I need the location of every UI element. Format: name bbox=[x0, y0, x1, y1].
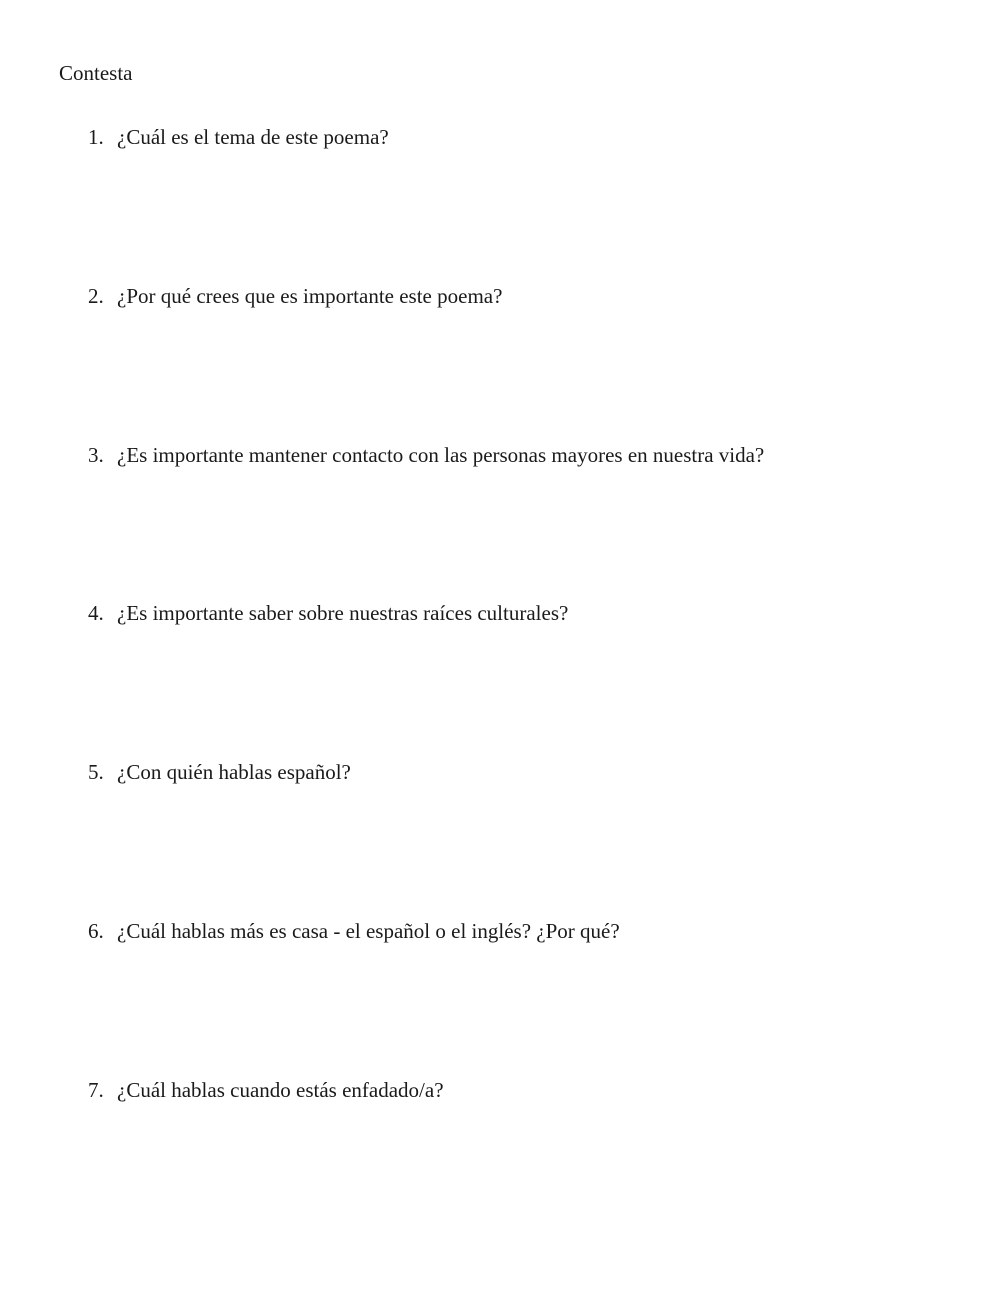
question-4 bbox=[88, 599, 568, 627]
question-7 bbox=[88, 1076, 444, 1104]
question-number: 2. bbox=[88, 284, 104, 308]
question-number: 3. bbox=[88, 443, 104, 467]
question-text: ¿Es importante mantener contacto con las personas mayores en nuestra vida? bbox=[117, 443, 765, 467]
question-1 bbox=[88, 123, 389, 151]
page-heading: Contesta bbox=[59, 61, 133, 85]
question-3 bbox=[88, 441, 764, 469]
question-text: ¿Cuál es el tema de este poema? bbox=[117, 125, 389, 149]
question-text: ¿Con quién hablas español? bbox=[117, 760, 351, 784]
question-number: 7. bbox=[88, 1078, 104, 1102]
question-number: 5. bbox=[88, 760, 104, 784]
question-text: ¿Es importante saber sobre nuestras raíces culturales? bbox=[117, 601, 569, 625]
question-number: 4. bbox=[88, 601, 104, 625]
question-text: ¿Cuál hablas cuando estás enfadado/a? bbox=[117, 1078, 444, 1102]
question-2 bbox=[88, 282, 502, 310]
question-number: 1. bbox=[88, 125, 104, 149]
question-text: ¿Cuál hablas más es casa - el español o el inglés? ¿Por qué? bbox=[117, 919, 620, 943]
question-number: 6. bbox=[88, 919, 104, 943]
question-6 bbox=[88, 917, 620, 945]
question-5 bbox=[88, 758, 351, 786]
question-text: ¿Por qué crees que es importante este poema? bbox=[117, 284, 503, 308]
